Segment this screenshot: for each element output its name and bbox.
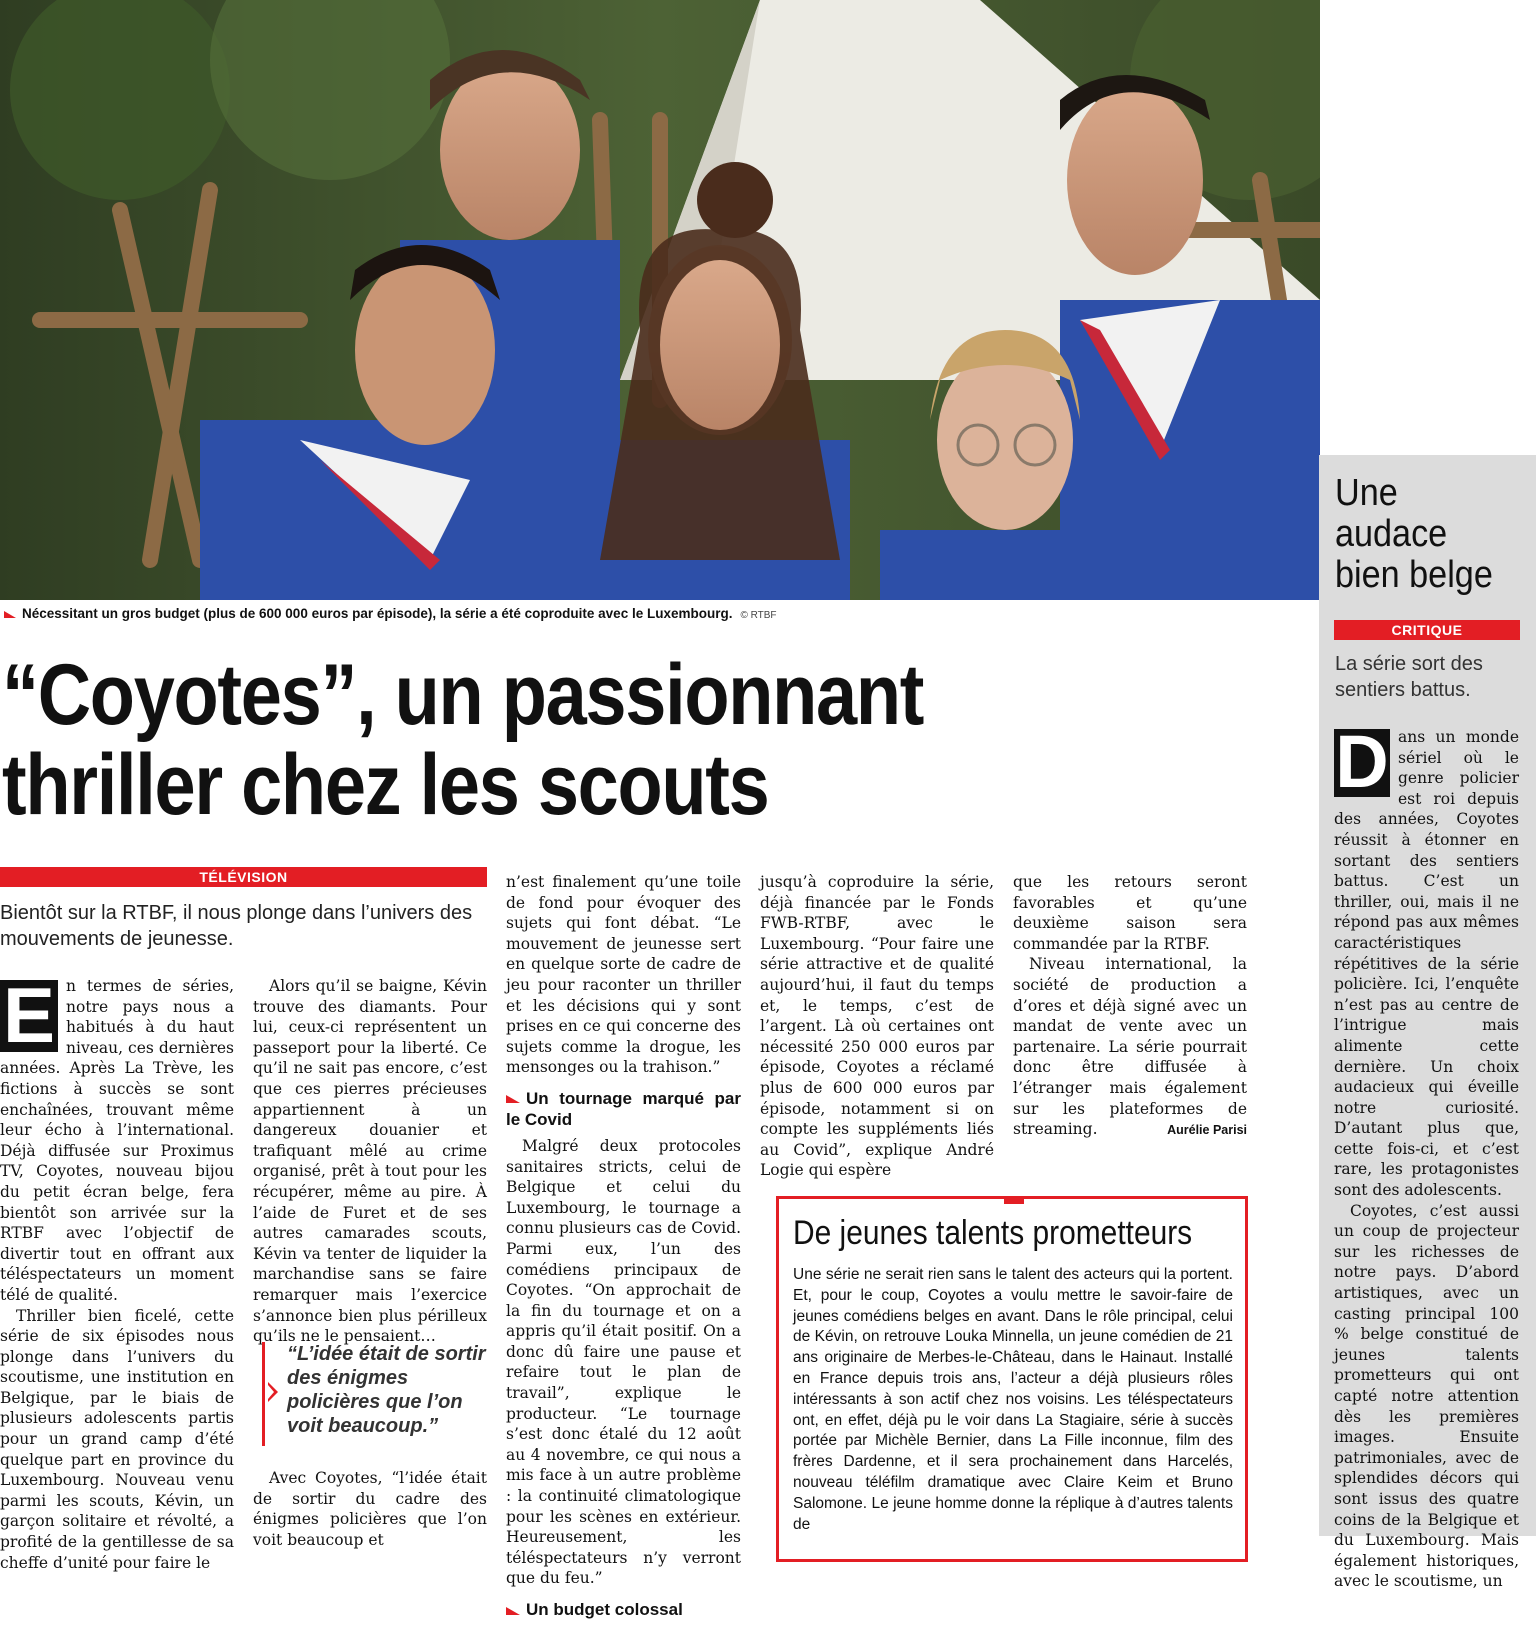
paragraph: Avec Coyotes, “l’idée était de sortir du cadre des énigmes policières que l’on voit beaucoup et xyxy=(253,1469,487,1549)
box-title: De jeunes talents prometteurs xyxy=(793,1214,1193,1252)
red-triangle-icon xyxy=(506,1607,520,1615)
pull-quote xyxy=(262,1342,491,1446)
sidebar-subtitle: La série sort des sentiers battus. xyxy=(1335,653,1483,701)
headline xyxy=(2,647,1292,833)
article-column-5 xyxy=(1013,872,1247,1140)
box-tab xyxy=(1004,1196,1024,1204)
paragraph: ans un monde sériel où le genre policier est roi depuis des années, Coyotes réussit à étonner en sortant des sentiers battus. C’est un thriller, oui, mais il ne répond pas aux mêmes caractéristiques répétitives de la série policière. Ici, l’enquête n’est pas au centre de l’intrigue mais alimente cette dernière. Un choix audacieux qui éveille notre curiosité. D’autant plus que, cette fois-ci, et c’est rare, les protagonistes sont des adolescents. xyxy=(1334,728,1519,1200)
paragraph: Malgré deux protocoles sanitaires stricts, celui de Belgique et celui du Luxembourg, le tournage a connu plusieurs cas de Covid. Parmi eux, l’un des comédiens principaux de Coyotes. “On approchait de la fin du tournage et on a appris qu’il était positif. On a donc dû faire une pause et refaire tout le plan de travail”, explique le producteur. “Le tournage s’est donc étalé du 12 août au 4 novembre, ce qui nous a mis face à un autre problème : la continuité climatologique pour les scènes en extérieur. Heureusement, les téléspectateurs n’y verront que du feu.” xyxy=(506,1136,741,1588)
paragraph: Thriller bien ficelé, cette série de six épisodes nous plonge dans l’univers du scoutisme, une institution en Belgique, par le biais de plusieurs adolescents partis pour un grand camp d’été quelque part en province du Luxembourg. Nouveau venu parmi les scouts, Kévin, un garçon solitaire et révolté, a profité de la gentillesse de sa cheffe d’unité pour faire le xyxy=(0,1306,234,1572)
article-column-1 xyxy=(0,971,234,1573)
photo-caption xyxy=(4,606,1304,628)
scouts-photo-illustration xyxy=(0,0,1320,600)
red-triangle-icon xyxy=(4,611,16,618)
dropcap: D xyxy=(1335,720,1389,803)
hero-photo xyxy=(0,0,1320,600)
subheading xyxy=(506,1088,741,1130)
quote-arrow-inner xyxy=(268,1385,274,1399)
sidebar-title-line: Une xyxy=(1335,472,1398,514)
article-column-4 xyxy=(760,872,994,1181)
sidebar-text xyxy=(1334,720,1519,1592)
critique-sidebar xyxy=(1319,455,1536,1591)
dropcap: E xyxy=(0,980,58,1052)
sidebar-title-line: bien belge xyxy=(1335,554,1493,596)
red-triangle-icon xyxy=(506,1095,520,1103)
box-text: Une série ne serait rien sans le talent des acteurs qui la portent. Et, pour le coup, Coyotes a voulu mettre le savoir-faire de jeunes comédiens belges en avant. Dans le rôle principal, celui de Kévin, on retrouve Louka Minnella, un jeune comédien de 21 ans originaire de Merbes-le-Château, dans le Hainaut. Installé en France depuis trois ans, l’acteur a déjà plusieurs rôles intéressants à son actif chez nos voisins. Les téléspectateurs ont, en effet, déjà pu le voir dans La Stagiaire, série à succès portée par Michèle Bernier, dans La Fille inconnue, film des frères Dardenne, et il sera prochainement dans Harcelés, nouveau téléfilm dramatique avec Claire Keim et Bruno Salomone. Le jeune homme donne la réplique à d’autres talents de xyxy=(793,1266,1233,1533)
paragraph: Alors qu’il se baigne, Kévin trouve des diamants. Pour lui, ceux-ci représentent un passeport pour la liberté. Ce qu’il ne sait pas encore, c’est que ces pierres précieuses appartiennent à un dangereux douanier et trafiquant mêlé au crime organisé, prêt à tout pour les récupérer, même au pire. À l’aide de Furet et de ses autres camarades scouts, Kévin va tenter de liquider la marchandise sans se faire remarquer mais l’exercice s’annonce bien plus périlleux qu’ils ne le pensaient… xyxy=(253,977,487,1346)
headline-line-1: “Coyotes”, un passionnant xyxy=(2,647,924,743)
paragraph: Coyotes, c’est aussi un coup de projecteur sur les richesses de notre pays. D’abord artistiques, avec un casting principal 100 % belge constitué de jeunes talents prometteurs qui ont capté notre attention dès les premières images. Ensuite patrimoniales, avec de splendides décors qui sont issus des quatre coins de la Belgique et du Luxembourg. Mais également historiques, avec le scoutisme, un xyxy=(1334,1201,1519,1591)
standfirst: Bientôt sur la RTBF, il nous plonge dans l’univers des mouvements de jeunesse. xyxy=(0,902,473,950)
headline-line-2: thriller chez les scouts xyxy=(2,737,769,833)
paragraph: Niveau international, la société de production a d’ores et déjà signé avec un mandat de vente avec un partenaire. La série pourrait donc être diffusée à l’étranger mais également sur les plateformes de streaming. xyxy=(1013,955,1247,1139)
article-column-3 xyxy=(506,872,741,1626)
info-box xyxy=(776,1196,1248,1562)
subheading xyxy=(506,1599,741,1620)
article-column-2 xyxy=(253,976,487,1347)
subheading-text: Un tournage marqué par le Covid xyxy=(506,1088,741,1129)
paragraph: n termes de séries, notre pays nous a habitués à du haut niveau, ces dernières années. Après La Trève, les fictions à succès se sont enchaînées, trouvant même leur écho à l’international. Déjà diffusée sur Proximus TV, Coyotes, nouveau bijou du petit écran belge, fera bientôt son arrivée sur la RTBF avec l’objectif de divertir tout en offrant aux téléspectateurs un moment télé de qualité. xyxy=(0,977,234,1304)
photo-credit: © RTBF xyxy=(740,610,777,621)
paragraph: n’est finalement qu’une toile de fond pour évoquer des sujets qui font débat. “Le mouvement de jeunesse sert en quelque sorte de cadre de jeu pour raconter un thriller et les décisions qui y sont prises en ce qui concerne des sujets comme la drogue, les mensonges ou la trahison.” xyxy=(506,873,741,1077)
sidebar-title-line: audace xyxy=(1335,513,1448,555)
section-label: TÉLÉVISION xyxy=(0,867,487,887)
pull-quote-text: “L’idée était de sortir des énigmes policières que l’on voit beaucoup.” xyxy=(287,1343,486,1437)
caption-text: Nécessitant un gros budget (plus de 600 000 euros par épisode), la série a été coproduite avec le Luxembourg. xyxy=(22,606,733,621)
subheading-text: Un budget colossal xyxy=(526,1600,683,1619)
sidebar-title xyxy=(1335,473,1493,596)
paragraph: jusqu’à coproduire la série, déjà financée par le Fonds FWB-RTBF, avec le Luxembourg. “Pour faire une série attractive et de qualité aujourd’hui, il faut du temps et, le temps, c’est de l’argent. Là où certaines ont nécessité 250 000 euros par épisode, Coyotes a réclamé plus de 600 000 euros par épisode, notamment si on compte les suppléments liés au Covid”, explique André Logie qui espère xyxy=(760,873,994,1180)
author-byline: Aurélie Parisi xyxy=(1167,1123,1247,1137)
sidebar-label: CRITIQUE xyxy=(1334,620,1520,640)
article-column-2-continued xyxy=(253,1468,487,1550)
paragraph: que les retours seront favorables et qu’une deuxième saison sera commandée par la RTBF. xyxy=(1013,873,1247,953)
